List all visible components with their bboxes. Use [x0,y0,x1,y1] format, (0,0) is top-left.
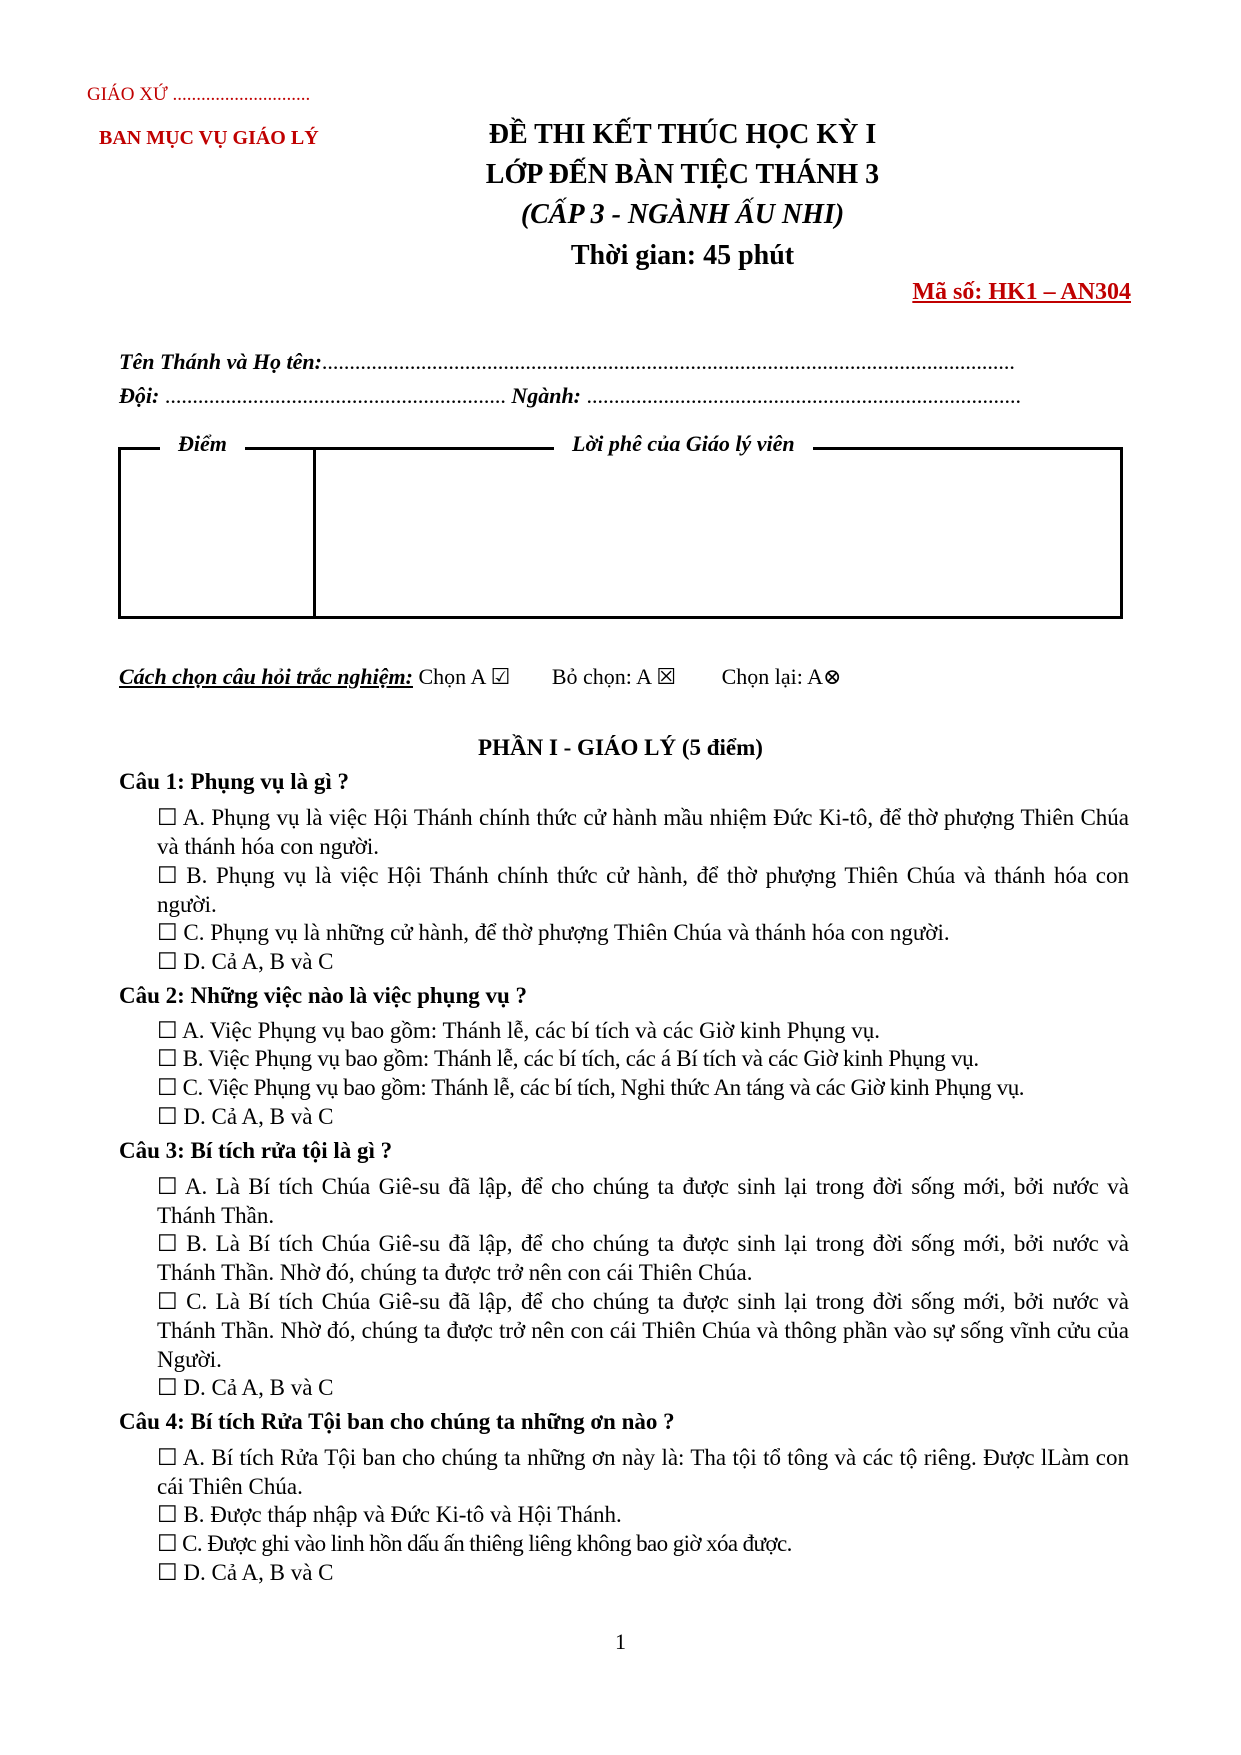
q3-option-d[interactable]: ☐ D. Cả A, B và C [157,1375,334,1400]
page-number: 1 [615,1629,626,1654]
exam-level: (CẤP 3 - NGÀNH ẤU NHI) [520,199,845,230]
q4-option-a[interactable]: ☐ A. Bí tích Rửa Tội ban cho chúng ta những ơn này là: Tha tội tổ tông và các tộ riêng. Được lLàm con cái Thiên Chúa. [157,1445,1129,1499]
q4-option-d[interactable]: ☐ D. Cả A, B và C [157,1560,334,1585]
branch-label: Ngành: [511,383,582,408]
instruction-deselect: Bỏ chọn: A ☒ [551,664,677,689]
score-box[interactable] [118,447,316,619]
score-label: Điểm [160,431,245,457]
q1-option-c[interactable]: ☐ C. Phụng vụ là những cử hành, để thờ phượng Thiên Chúa và thánh hóa con người. [157,920,950,945]
exam-time: Thời gian: 45 phút [570,240,795,271]
student-name-field[interactable] [119,349,1015,375]
team-dots[interactable]: .............................................................. [164,383,506,408]
student-name-label: Tên Thánh và Họ tên: [119,349,322,374]
q1-option-a[interactable]: ☐ A. Phụng vụ là việc Hội Thánh chính thức cử hành mầu nhiệm Đức Ki-tô, để thờ phượng Thiên Chúa và thánh hóa con người. [157,805,1129,859]
question-1: Câu 1: Phụng vụ là gì ? [119,769,350,794]
q4-option-c[interactable]: ☐ C. Được ghi vào linh hồn dấu ấn thiêng liêng không bao giờ xóa được. [157,1531,792,1556]
exam-title: ĐỀ THI KẾT THÚC HỌC KỲ I [488,119,877,150]
instructions-label: Cách chọn câu hỏi trắc nghiệm: [119,664,413,689]
team-branch-row [119,383,1021,409]
answer-instructions [119,664,841,690]
q4-option-b[interactable]: ☐ B. Được tháp nhập và Đức Ki-tô và Hội Thánh. [157,1502,622,1527]
comment-label: Lời phê của Giáo lý viên [554,431,813,457]
q2-option-d[interactable]: ☐ D. Cả A, B và C [157,1104,334,1129]
team-label: Đội: [119,383,160,408]
q2-option-b[interactable]: ☐ B. Việc Phụng vụ bao gồm: Thánh lễ, các bí tích, các á Bí tích và các Giờ kinh Phụng vụ. [157,1046,979,1071]
parish-label: GIÁO XỨ ............................. [87,84,311,105]
board-label: BAN MỤC VỤ GIÁO LÝ [99,127,319,149]
q3-option-c[interactable]: ☐ C. Là Bí tích Chúa Giê-su đã lập, để cho chúng ta được sinh lại trong đời sống mới, bởi nước và Thánh Thần. Nhờ đó, chúng ta được trở nên con cái Thiên Chúa và thông phần vào sự sống vĩnh cửu của Người. [157,1289,1129,1372]
q1-option-d[interactable]: ☐ D. Cả A, B và C [157,949,334,974]
student-name-dots: .............................................................................................................................. [321,349,1015,374]
branch-dots[interactable]: ............................................................................... [586,383,1022,408]
question-4: Câu 4: Bí tích Rửa Tội ban cho chúng ta những ơn nào ? [119,1409,675,1434]
question-2: Câu 2: Những việc nào là việc phụng vụ ? [119,983,528,1008]
part-title: PHẦN I - GIÁO LÝ (5 điểm) [478,735,763,760]
instruction-reselect: Chọn lại: A⊗ [721,664,842,689]
q2-option-a[interactable]: ☐ A. Việc Phụng vụ bao gồm: Thánh lễ, các bí tích và các Giờ kinh Phụng vụ. [157,1018,880,1043]
exam-class: LỚP ĐẾN BÀN TIỆC THÁNH 3 [485,159,880,190]
comment-box[interactable] [313,447,1123,619]
instruction-select: Chọn A ☑ [412,664,511,689]
q3-option-a[interactable]: ☐ A. Là Bí tích Chúa Giê-su đã lập, để cho chúng ta được sinh lại trong đời sống mới, bởi nước và Thánh Thần. [157,1174,1129,1228]
question-3: Câu 3: Bí tích rửa tội là gì ? [119,1138,393,1163]
q3-option-b[interactable]: ☐ B. Là Bí tích Chúa Giê-su đã lập, để cho chúng ta được sinh lại trong đời sống mới, bởi nước và Thánh Thần. Nhờ đó, chúng ta được trở nên con cái Thiên Chúa. [157,1231,1129,1285]
q1-option-b[interactable]: ☐ B. Phụng vụ là việc Hội Thánh chính thức cử hành, để thờ phượng Thiên Chúa và thánh hóa con người. [157,863,1129,917]
exam-code: Mã số: HK1 – AN304 [912,279,1131,305]
q2-option-c[interactable]: ☐ C. Việc Phụng vụ bao gồm: Thánh lễ, các bí tích, Nghi thức An táng và các Giờ kinh Phụng vụ. [157,1075,1025,1100]
